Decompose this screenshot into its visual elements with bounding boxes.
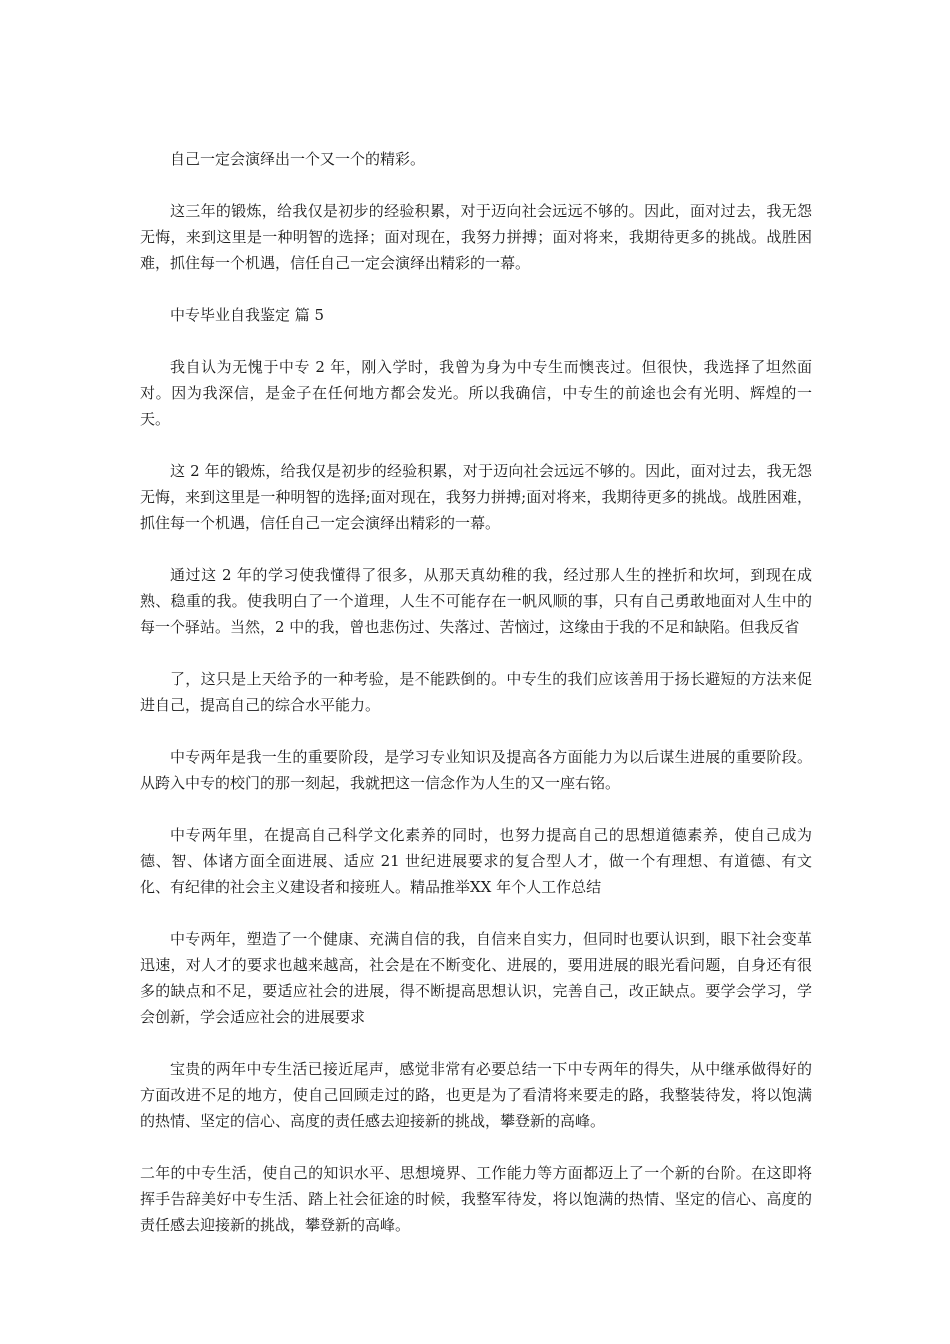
paragraph-4: 这 2 年的锻炼，给我仅是初步的经验积累，对于迈向社会远远不够的。因此，面对过去，我无怨无悔，来到这里是一种明智的选择;面对现在，我努力拼搏;面对将来，我期待更多的挑战。战胜困难，抓住每一个机遇，信任自己一定会演绎出精彩的一幕。	[140, 462, 812, 532]
paragraph-5: 通过这 2 年的学习使我懂得了很多，从那天真幼稚的我，经过那人生的挫折和坎坷，到现在成熟、稳重的我。使我明白了一个道理，人生不可能存在一帆风顺的事，只有自己勇敢地面对人生中的每一个驿站。当然，2 中的我，曾也悲伤过、失落过、苦恼过，这缘由于我的不足和缺陷。但我反省	[140, 566, 812, 636]
section-heading: 中专毕业自我鉴定 篇 5	[170, 306, 325, 324]
paragraph-8: 中专两年里，在提高自己科学文化素养的同时，也努力提高自己的思想道德素养，使自己成为德、智、体诸方面全面进展、适应 21 世纪进展要求的复合型人才，做一个有理想、有道德、有文化、有纪律的社会主义建设者和接班人。精品推举XX 年个人工作总结	[140, 826, 812, 896]
paragraph-3: 我自认为无愧于中专 2 年，刚入学时，我曾为身为中专生而懊丧过。但很快，我选择了坦然面对。因为我深信，是金子在任何地方都会发光。所以我确信，中专生的前途也会有光明、辉煌的一天。	[140, 358, 812, 428]
paragraph-11: 二年的中专生活，使自己的知识水平、思想境界、工作能力等方面都迈上了一个新的台阶。在这即将挥手告辞美好中专生活、踏上社会征途的时候，我整军待发，将以饱满的热情、坚定的信心、高度的责任感去迎接新的挑战，攀登新的高峰。	[140, 1164, 812, 1234]
paragraph-7: 中专两年是我一生的重要阶段，是学习专业知识及提高各方面能力为以后谋生进展的重要阶段。从跨入中专的校门的那一刻起，我就把这一信念作为人生的又一座右铭。	[140, 748, 812, 792]
paragraph-1: 自己一定会演绎出一个又一个的精彩。	[170, 150, 426, 168]
document-page	[140, 146, 812, 1264]
paragraph-6: 了，这只是上天给予的一种考验，是不能跌倒的。中专生的我们应该善用于扬长避短的方法来促进自己，提高自己的综合水平能力。	[140, 670, 812, 714]
paragraph-2: 这三年的锻炼，给我仅是初步的经验积累，对于迈向社会远远不够的。因此，面对过去，我无怨无悔，来到这里是一种明智的选择；面对现在，我努力拼搏；面对将来，我期待更多的挑战。战胜困难，抓住每一个机遇，信任自己一定会演绎出精彩的一幕。	[140, 202, 812, 272]
paragraph-10: 宝贵的两年中专生活已接近尾声，感觉非常有必要总结一下中专两年的得失，从中继承做得好的方面改进不足的地方，使自己回顾走过的路，也更是为了看清将来要走的路，我整装待发，将以饱满的热情、坚定的信心、高度的责任感去迎接新的挑战，攀登新的高峰。	[140, 1060, 812, 1130]
paragraph-9: 中专两年，塑造了一个健康、充满自信的我，自信来自实力，但同时也要认识到，眼下社会变革迅速，对人才的要求也越来越高，社会是在不断变化、进展的，要用进展的眼光看问题，自身还有很多的缺点和不足，要适应社会的进展，得不断提高思想认识，完善自己，改正缺点。要学会学习，学会创新，学会适应社会的进展要求	[140, 930, 812, 1026]
